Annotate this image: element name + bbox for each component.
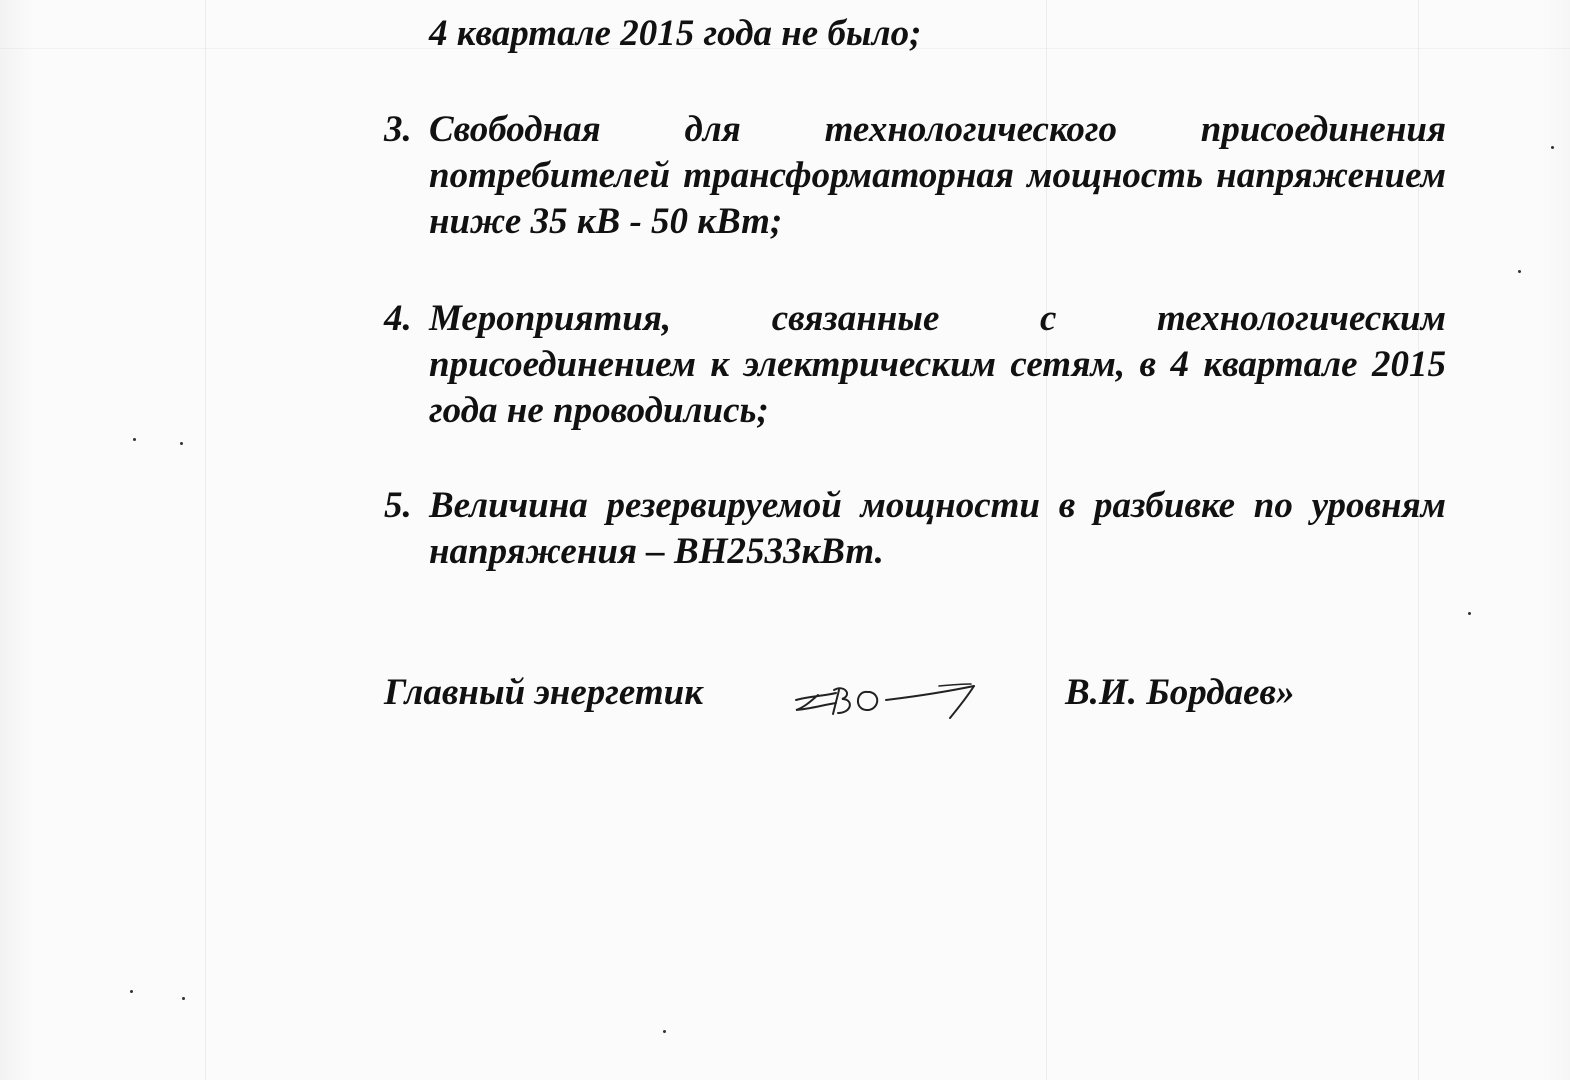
scan-speck: [1551, 146, 1554, 149]
list-item: [384, 483, 1446, 575]
scan-speck: [1518, 270, 1521, 273]
scan-streak: [205, 0, 206, 1080]
scan-speck: [180, 442, 183, 445]
scan-speck: [663, 1030, 666, 1033]
list-item-number: 4.: [384, 298, 412, 339]
handwritten-signature: [790, 668, 1020, 726]
scan-speck: [1468, 612, 1471, 615]
top-fragment-line: [384, 11, 1446, 57]
top-fragment-text: 4 квартале 2015 года не было;: [429, 13, 922, 54]
list-item-text: Мероприятия, связанные с технологическим присоединением к электрическим сетям, в 4 квартале 2015 года не проводились;: [429, 298, 1446, 431]
signature-title: Главный энергетик: [384, 672, 703, 713]
signature-name: В.И. Бордаев»: [1065, 672, 1295, 713]
list-item-text: Свободная для технологического присоединения потребителей трансформаторная мощность напряжением ниже 35 кВ - 50 кВт;: [429, 109, 1446, 242]
list-item: [384, 296, 1446, 434]
list-item-text: Величина резервируемой мощности в разбивке по уровням напряжения – ВН2533кВт.: [429, 485, 1446, 572]
list-item-number: 3.: [384, 109, 412, 150]
scan-speck: [133, 438, 136, 441]
scan-speck: [130, 990, 133, 993]
list-item: [384, 107, 1446, 245]
scan-speck: [182, 997, 185, 1000]
list-item-number: 5.: [384, 485, 412, 526]
